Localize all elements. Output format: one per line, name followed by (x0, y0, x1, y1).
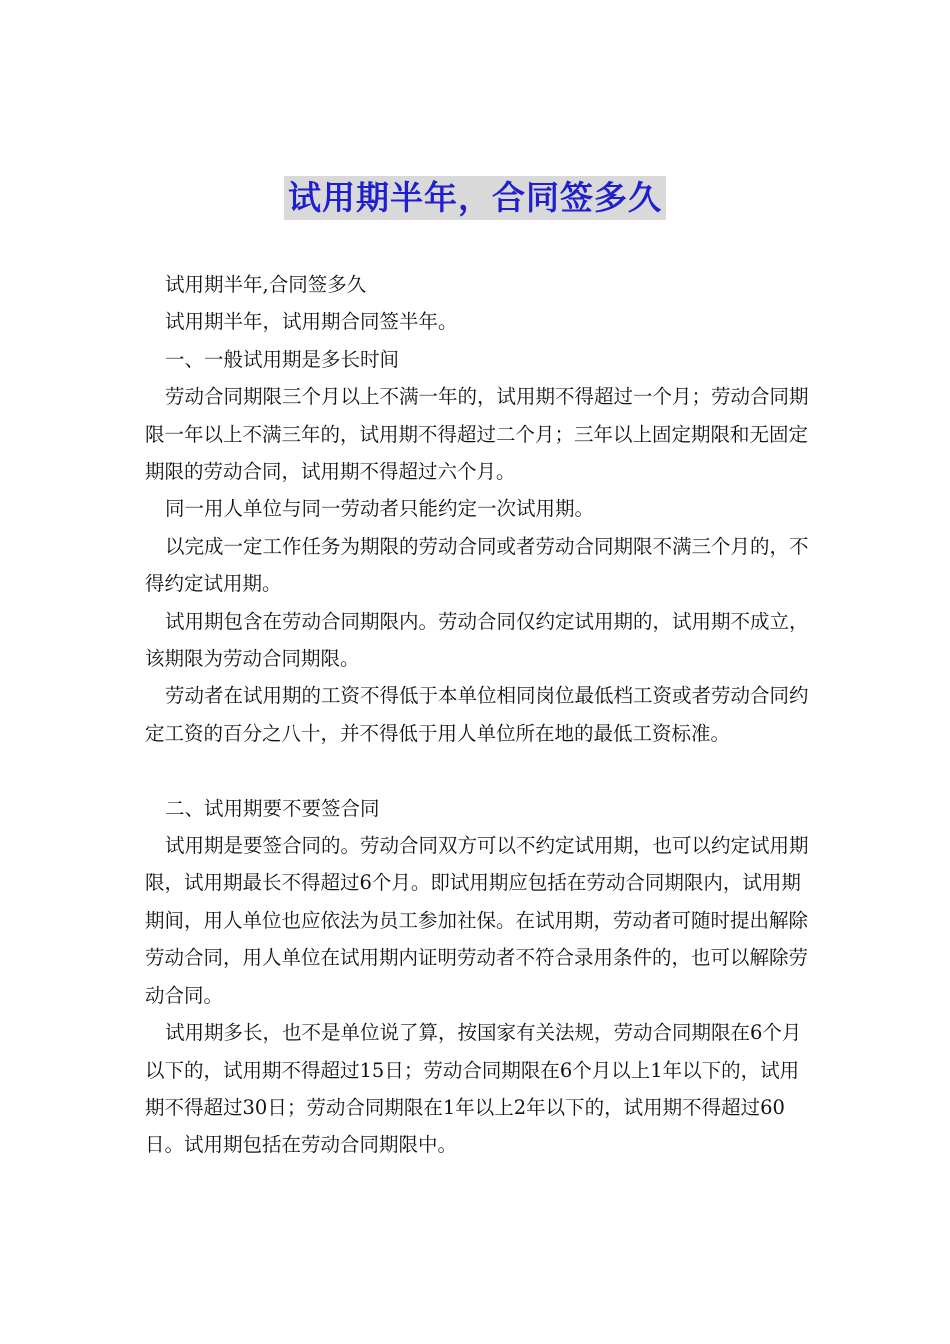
document-title: 试用期半年，合同签多久 (284, 176, 666, 220)
body-paragraph: 试用期是要签合同的。劳动合同双方可以不约定试用期，也可以约定试用期限，试用期最长不得超过6个月。即试用期应包括在劳动合同期限内，试用期期间，用人单位也应依法为员工参加社保。在试用期，劳动者可随时提出解除劳动合同，用人单位在试用期内证明劳动者不符合录用条件的，也可以解除劳动合同。 (145, 834, 809, 1007)
document-body (145, 266, 810, 1164)
paragraph-spacer (145, 752, 810, 789)
title-container (0, 176, 950, 220)
body-paragraph: 劳动者在试用期的工资不得低于本单位相同岗位最低档工资或者劳动合同约定工资的百分之八十，并不得低于用人单位所在地的最低工资标准。 (145, 684, 809, 745)
body-paragraph: 试用期包含在劳动合同期限内。劳动合同仅约定试用期的，试用期不成立，该期限为劳动合同期限。 (145, 609, 809, 671)
summary-paragraph: 试用期半年，试用期合同签半年。 (165, 310, 458, 334)
section-heading-1: 一、一般试用期是多长时间 (165, 347, 400, 371)
body-paragraph: 同一用人单位与同一劳动者只能约定一次试用期。 (165, 497, 595, 521)
body-paragraph: 劳动合同期限三个月以上不满一年的，试用期不得超过一个月；劳动合同期限一年以上不满三年的，试用期不得超过二个月；三年以上固定期限和无固定期限的劳动合同，试用期不得超过六个月。 (145, 385, 809, 484)
body-paragraph: 试用期多长，也不是单位说了算，按国家有关法规，劳动合同期限在6个月以下的，试用期不得超过15日；劳动合同期限在6个月以上1年以下的，试用期不得超过30日；劳动合同期限在1年以上2年以下的，试用期不得超过60日。试用期包括在劳动合同期限中。 (145, 1021, 802, 1157)
body-paragraph: 以完成一定工作任务为期限的劳动合同或者劳动合同期限不满三个月的，不得约定试用期。 (145, 534, 809, 596)
section-heading-2: 二、试用期要不要签合同 (165, 796, 380, 820)
subtitle-paragraph: 试用期半年,合同签多久 (165, 273, 367, 296)
